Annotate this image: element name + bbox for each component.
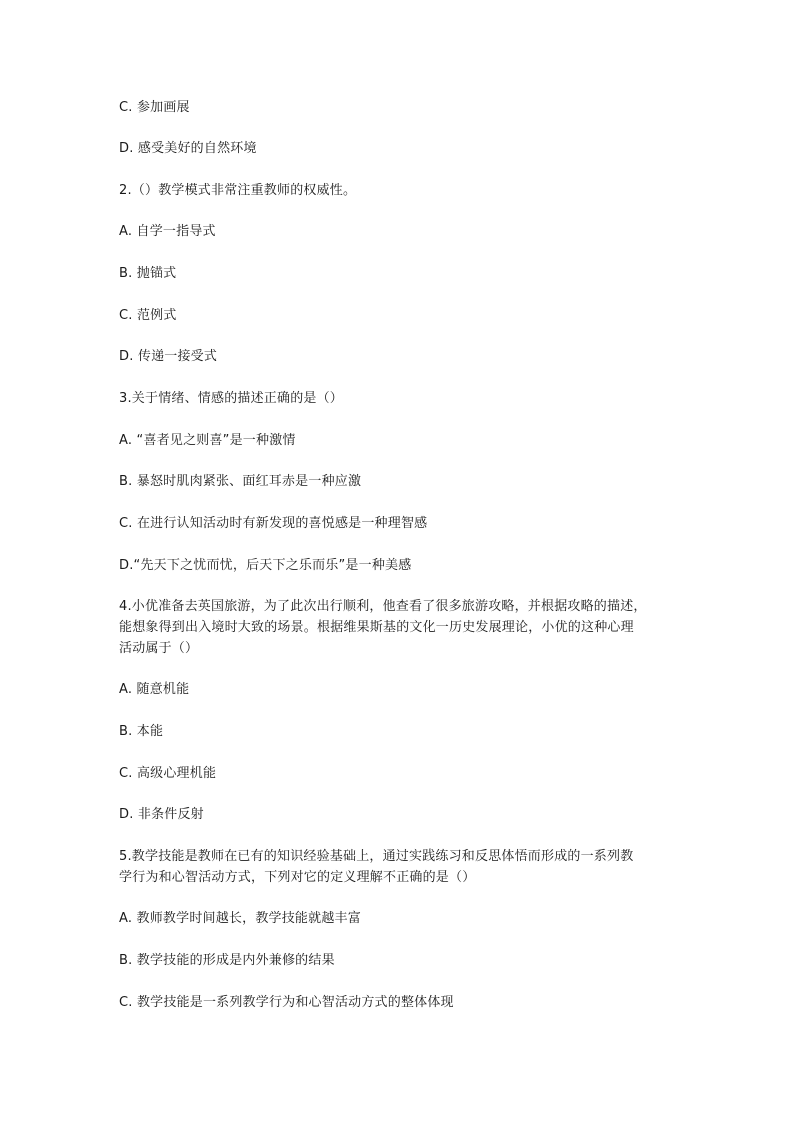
question-5-stem-line-1: 5.教学技能是教师在已有的知识经验基础上，通过实践练习和反思体悟而形成的一系列教: [119, 849, 634, 864]
question-4-option-a: A. 随意机能: [119, 682, 190, 697]
question-3-option-a: A. “喜者见之则喜”是一种激情: [119, 433, 296, 448]
question-3-option-c: C. 在进行认知活动时有新发现的喜悦感是一种理智感: [119, 516, 428, 531]
option-c: C. 参加画展: [119, 100, 190, 115]
question-4-stem-line-1: 4.小优准备去英国旅游，为了此次出行顺利，他查看了很多旅游攻略，并根据攻略的描述，: [119, 599, 647, 614]
question-4-option-c: C. 高级心理机能: [119, 766, 217, 781]
question-5-option-a: A. 教师教学时间越长，教学技能就越丰富: [119, 911, 361, 926]
question-2-option-b: B. 抛锚式: [119, 266, 177, 281]
question-5-stem-line-2: 学行为和心智活动方式，下列对它的定义理解不正确的是（）: [119, 870, 476, 885]
option-d: D. 感受美好的自然环境: [119, 141, 257, 156]
question-2-option-d: D. 传递一接受式: [119, 349, 218, 364]
question-4-option-b: B. 本能: [119, 724, 164, 739]
question-3-option-d: D.“先天下之忧而忧，后天下之乐而乐”是一种美感: [119, 558, 412, 573]
question-4-option-d: D. 非条件反射: [119, 807, 204, 822]
question-2-stem: 2.（）教学模式非常注重教师的权威性。: [119, 183, 357, 198]
question-2-option-a: A. 自学一指导式: [119, 224, 216, 239]
question-3-option-b: B. 暴怒时肌肉紧张、面红耳赤是一种应激: [119, 474, 362, 489]
question-4-stem-line-3: 活动属于（）: [119, 641, 199, 656]
question-5-option-c: C. 教学技能是一系列教学行为和心智活动方式的整体体现: [119, 995, 454, 1010]
question-3-stem: 3.关于情绪、情感的描述正确的是（）: [119, 391, 344, 406]
question-2-option-c: C. 范例式: [119, 308, 177, 323]
question-5-option-b: B. 教学技能的形成是内外兼修的结果: [119, 953, 335, 968]
question-4-stem-line-2: 能想象得到出入境时大致的场景。根据维果斯基的文化一历史发展理论，小优的这种心理: [119, 620, 634, 635]
